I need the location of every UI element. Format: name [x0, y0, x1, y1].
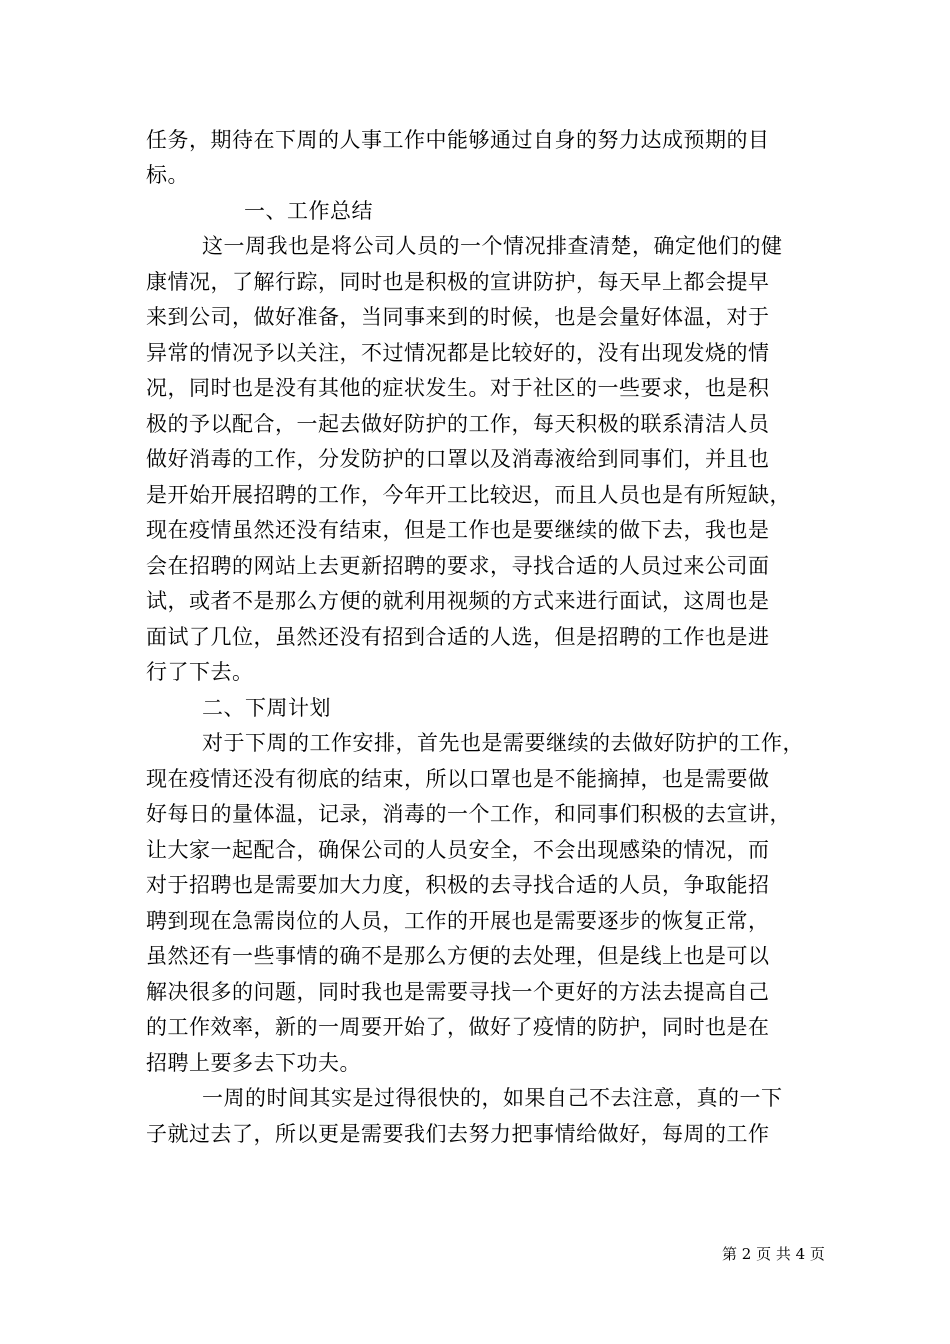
paragraph-line: 子就过去了，所以更是需要我们去努力把事情给做好，每周的工作 — [146, 1122, 770, 1146]
paragraph-line: 一周的时间其实是过得很快的，如果自己不去注意，真的一下 — [202, 1086, 783, 1110]
paragraph-line: 况，同时也是没有其他的症状发生。对于社区的一些要求，也是积 — [146, 376, 770, 400]
paragraph-line: 现在疫情虽然还没有结束，但是工作也是要继续的做下去，我也是 — [146, 518, 770, 542]
paragraph-line: 做好消毒的工作，分发防护的口罩以及消毒液给到同事们，并且也 — [146, 447, 770, 471]
paragraph-line: 这一周我也是将公司人员的一个情况排查清楚，确定他们的健 — [202, 234, 783, 258]
paragraph-line: 标。 — [146, 163, 189, 187]
paragraph-line: 试，或者不是那么方便的就利用视频的方式来进行面试，这周也是 — [146, 589, 770, 613]
paragraph-line: 聘到现在急需岗位的人员，工作的开展也是需要逐步的恢复正常， — [146, 909, 770, 933]
paragraph-line: 会在招聘的网站上去更新招聘的要求，寻找合适的人员过来公司面 — [146, 554, 770, 578]
paragraph-line: 招聘上要多去下功夫。 — [146, 1051, 361, 1075]
paragraph-line: 让大家一起配合，确保公司的人员安全，不会出现感染的情况，而 — [146, 838, 770, 862]
paragraph-line: 解决很多的问题，同时我也是需要寻找一个更好的方法去提高自己 — [146, 980, 770, 1004]
paragraph-line: 行了下去。 — [146, 660, 254, 684]
paragraph-line: 对于下周的工作安排，首先也是需要继续的去做好防护的工作， — [202, 731, 804, 755]
paragraph-line: 对于招聘也是需要加大力度，积极的去寻找合适的人员，争取能招 — [146, 873, 770, 897]
paragraph-line: 来到公司，做好准备，当同事来到的时候，也是会量好体温，对于 — [146, 305, 770, 329]
paragraph-line: 任务，期待在下周的人事工作中能够通过自身的努力达成预期的目 — [146, 128, 770, 152]
paragraph-line: 虽然还有一些事情的确不是那么方便的去处理，但是线上也是可以 — [146, 944, 770, 968]
paragraph-line: 极的予以配合，一起去做好防护的工作，每天积极的联系清洁人员 — [146, 412, 770, 436]
paragraph-line: 康情况，了解行踪，同时也是积极的宣讲防护，每天早上都会提早 — [146, 270, 770, 294]
paragraph-line: 现在疫情还没有彻底的结束，所以口罩也是不能摘掉，也是需要做 — [146, 767, 770, 791]
paragraph-line: 的工作效率，新的一周要开始了，做好了疫情的防护，同时也是在 — [146, 1015, 770, 1039]
paragraph-line: 异常的情况予以关注，不过情况都是比较好的，没有出现发烧的情 — [146, 341, 770, 365]
paragraph-line: 好每日的量体温，记录，消毒的一个工作，和同事们积极的去宣讲， — [146, 802, 791, 826]
paragraph-line: 是开始开展招聘的工作，今年开工比较迟，而且人员也是有所短缺， — [146, 483, 791, 507]
section-heading-work-summary: 一、工作总结 — [244, 199, 373, 223]
section-heading-next-week-plan: 二、下周计划 — [202, 696, 331, 720]
paragraph-line: 面试了几位，虽然还没有招到合适的人选，但是招聘的工作也是进 — [146, 625, 770, 649]
page-number-footer: 第 2 页 共 4 页 — [722, 1245, 825, 1263]
